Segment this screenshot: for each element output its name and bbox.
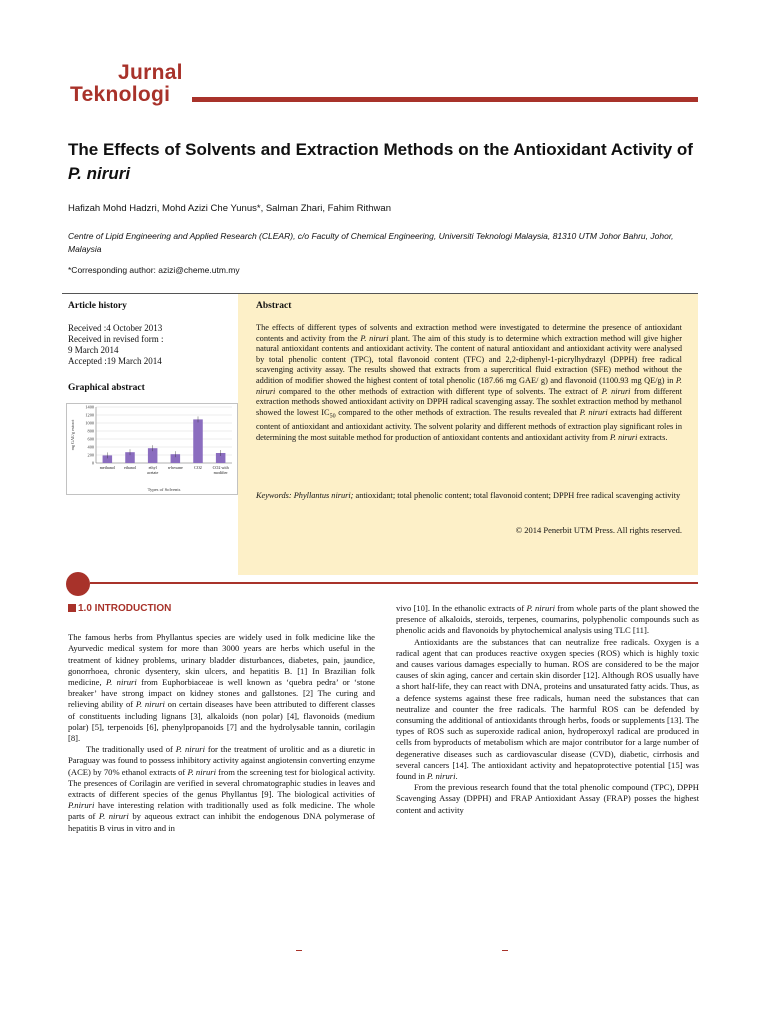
y-tick-label: 800 [87, 428, 94, 434]
copyright: © 2014 Penerbit UTM Press. All rights reserved. [515, 525, 682, 535]
x-tick-label: n-hexane [167, 465, 183, 470]
paragraph: From the previous research found that the total phenolic compound (TPC), DPPH Scavenging Assay (DPPH) and FRAP Antioxidant Assay (FRAP) posses the highest content and activity [396, 782, 699, 815]
x-tick-label: ethanol [123, 465, 137, 470]
article-history-heading: Article history [68, 301, 127, 311]
body-column-left [68, 603, 375, 834]
affiliation: Centre of Lipid Engineering and Applied Research (CLEAR), c/o Faculty of Chemical Engineering, Universiti Teknologi Malaysia, 81310 UTM Johor Bahru, Johor, Malaysia [68, 231, 674, 254]
revised-date: 9 March 2014 [68, 345, 119, 355]
keywords: Keywords: Phyllantus niruri; antioxidant; total phenolic content; total flavonoid content; DPPH free radical scavenging activity [256, 491, 681, 500]
paragraph: Antioxidants are the substances that can neutralize free radicals. Oxygen is a radical agent that can produces reactive oxygen species (ROS) which is highly toxic and causes various damages especially to human. ROS are considered to be the major causes of skin aging, cancer and certain skin disorder [12]. Although ROS usually have a short half-life, they can react with DNA, proteins and unsaturated fatty acids. Thus, as a defence systems against these free radicals, human need the substances that can neutralize and counter the free radicals. The harmful ROS can be defended by consuming the additional of antioxidants through herbs, foods or supplements [13]. The types of ROS such as superoxide radical anion, hydroperoxyl radical are produced in cells from byproducts of metabolism which are major contributor for a large number of degenerative diseases such as cardiovascular disease (CVD), diabetic, cirrhosis and several cancers [14]. The antioxidant activity and hepatoprotective potential [15] was found in P. niruri. [396, 636, 699, 782]
abstract-box [238, 293, 698, 575]
revised-label: Received in revised form : [68, 334, 164, 344]
y-tick-label: 1200 [85, 412, 94, 418]
graphical-abstract-heading: Graphical abstract [68, 383, 145, 393]
y-tick-label: 400 [87, 444, 94, 450]
y-tick-label: 0 [91, 460, 94, 466]
author-list: Hafizah Mohd Hadzri, Mohd Azizi Che Yunus*, Salman Zhari, Fahim Rithwan [68, 203, 391, 214]
journal-masthead [70, 62, 183, 106]
article-info-column [62, 293, 238, 575]
y-tick-label: 1000 [85, 420, 94, 426]
section-heading: 1.0 INTRODUCTION [68, 603, 375, 614]
footer-mark [502, 950, 508, 951]
x-tick-label: methanol [99, 465, 115, 470]
abstract-heading: Abstract [256, 301, 292, 311]
section-marker-dot [66, 572, 90, 596]
x-tick-label: CO2 with [212, 465, 229, 470]
x-tick-label: acetate [146, 470, 159, 475]
received-date: Received :4 October 2013 [68, 323, 163, 333]
y-axis-label: mg GAE/g extract [70, 419, 75, 451]
article-history [68, 323, 238, 367]
accepted-date: Accepted :19 March 2014 [68, 356, 162, 366]
graphical-abstract-chart [66, 403, 238, 495]
x-tick-label: CO2 [194, 465, 202, 470]
section-square-icon [68, 604, 76, 612]
x-tick-label: modifier [213, 470, 228, 475]
bar [193, 419, 203, 463]
paragraph: The famous herbs from Phyllantus species are widely used in folk medicine like the Ayurvedic medical system for more than 3000 years are herbs which useful in the treatment of kidney problems, urinary bladder disturbances, diabetes, pain, jaundice, gonorrhoea, chronic dysentery, skin ulcers, and hepatitis B. [1] In Brazilian folk medicine, P. niruri from Euphorbiaceae is well known as ‘quebra pedra’ or ‘stone breaker’ have strong impact on kidney stones and gallstones. [2] The curing and relieving ability of P. niruri on certain diseases have been attributed to different classes of constituents including lignans [3], alkaloids (non polar) [4], flavonoids (medium polar) [5], terpenoids [6], phenylpropanoids [7] and the hydrolysable tannin, corilagin [8]. [68, 632, 375, 744]
article-title: The Effects of Solvents and Extraction Methods on the Antioxidant Activity of P. niruri [68, 140, 693, 183]
y-tick-label: 600 [87, 436, 94, 442]
paragraph: The traditionally used of P. niruri for the treatment of urolitic and as a diuretic in Paraguay was found to possess inhibitory activity against angiotensin converting enzyme (ACE) by 70% ethanol extracts of P. niruri from the screening test for biological activity. The presences of Corilagin are verified in several chromatographic studies in leaves and extracts of different species of the genus Phyllantus [9]. The biological activities of P.niruri have interesting relation with traditionally used as folk medicine. The whole parts of P. niruri by aqueous extract can inhibit the endogenous DNA polymerase of hepatitis B virus in vitro and in [68, 744, 376, 833]
body-column-right [396, 603, 699, 816]
paragraph: vivo [10]. In the ethanolic extracts of P. niruri from whole parts of the plant showed the presence of alkaloids, steroids, terpenes, coumarins, polyphenolic compounds such as phenolic acids and flavonoids by phytochemical analysis using TLC [11]. [396, 603, 699, 636]
journal-name-line2: Teknologi [70, 83, 171, 106]
y-tick-label: 1400 [85, 404, 94, 410]
header-rule [192, 97, 698, 102]
x-axis-label: Types of Solvents [147, 487, 181, 492]
x-tick-label: ethyl [148, 465, 157, 470]
section-rule [90, 582, 698, 584]
footer-mark [296, 950, 302, 951]
journal-name-line1: Jurnal [118, 61, 183, 84]
y-tick-label: 200 [87, 452, 94, 458]
abstract-text: The effects of different types of solvents and extraction method were investigated to determine the presence of antioxidant contents and activity from the P. niruri plant. The aim of this study is to determine which extraction method will give higher natural antioxidant contents and antioxidant activity. The content of natural antioxidant and antioxidant activity were analysed by total phenolic content (TPC), total flavonoid content (TFC) and 2,2-diphenyl-1-picrylhydrazyl (DPPH) free radical scavenging activity assay. The results showed that extracts from a supercritical fluid extraction (SFE) method without the addition of modifier showed the highest content of total phenolic (187.66 mg GAE/ g) and flavonoid (1100.93 mg QE/g) in P. niruri compared to the other methods of extraction with different type of solvents. The extract of P. niruri from different extraction methods showed antioxidant activity on DPPH radical scavenging assay. The soxhlet extraction method by methanol showed the lowest $IC_{50}$ compared to the other methods of extraction. The results revealed that P. niruri extracts had different content of antioxidant and antioxidant activity. The solvent polarity and different methods of extraction play significant roles in determining the most suitable method for production of antioxidant contents and antioxidant activity from P. niruri extracts. [256, 323, 683, 442]
corresponding-author: *Corresponding author: azizi@cheme.utm.my [68, 265, 240, 275]
title-species: P. niruri [68, 164, 131, 183]
